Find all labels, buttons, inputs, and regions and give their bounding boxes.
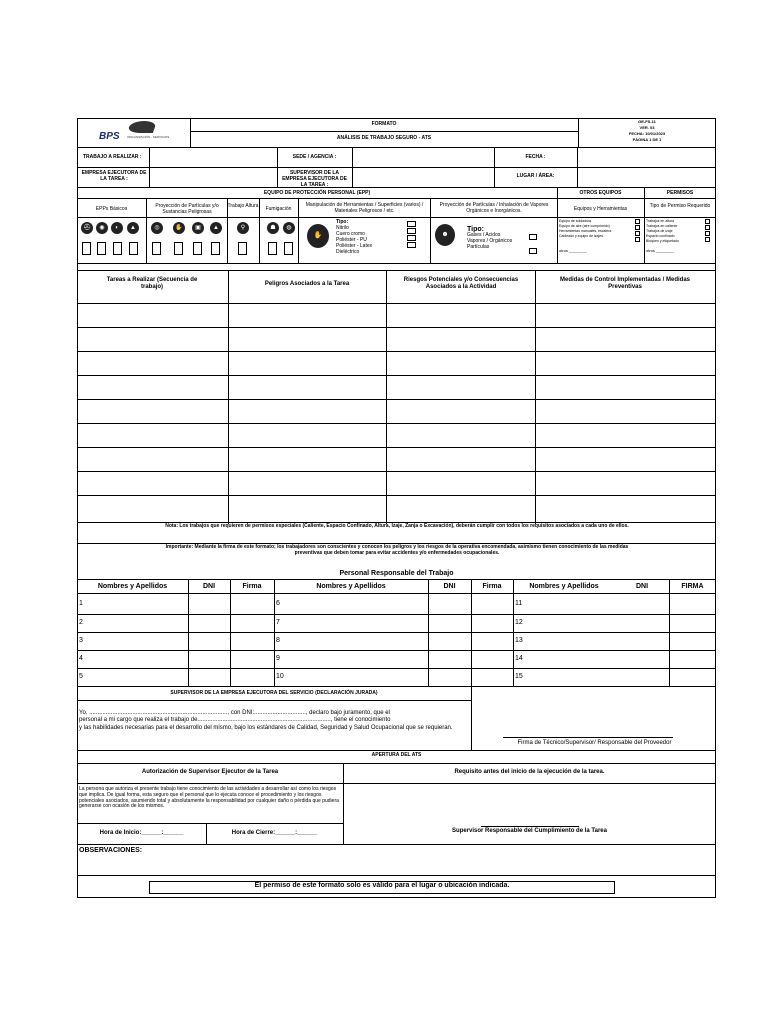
declaracion-title: SUPERVISOR DE LA EMPRESA EJECUTORA DEL SERVICIO (DECLARACIÓN JURADA) bbox=[170, 690, 378, 696]
info-divider bbox=[77, 187, 716, 188]
boots-icon: ▲ bbox=[127, 222, 139, 234]
declaracion-divider bbox=[77, 700, 471, 701]
epp-checkbox[interactable] bbox=[97, 242, 106, 255]
resp-type: Gases / Acidos bbox=[467, 232, 501, 238]
doc-code: GE-FS-11 bbox=[638, 119, 656, 124]
declaracion-divider bbox=[471, 686, 472, 750]
firma-header: Firma bbox=[482, 583, 502, 590]
autorizacion-title: Autorización de Supervisor Ejecutor de la Tarea bbox=[141, 769, 279, 775]
apertura-divider bbox=[77, 823, 343, 824]
row-number: 3 bbox=[79, 637, 83, 644]
epp-checkbox[interactable] bbox=[129, 242, 138, 255]
personal-divider bbox=[471, 579, 472, 686]
doc-date: FECHA: 10/01/2023 bbox=[628, 131, 666, 136]
glove-type: Poliéster - PU bbox=[336, 237, 367, 243]
signature-line bbox=[481, 826, 579, 827]
equip-otros: otros ________ bbox=[559, 248, 587, 253]
supervisor-label: SUPERVISOR DE LA EMPRESA EJECUTORA DE LA TAREA : bbox=[282, 170, 347, 188]
table-row bbox=[77, 471, 716, 472]
company-tagline: ORGANIZACIÓN · SERVICIOS bbox=[127, 135, 170, 139]
declaracion-divider bbox=[77, 750, 716, 751]
resp-type: Partículas bbox=[467, 244, 490, 250]
epp-title: EQUIPO DE PROTECCIÓN PERSONAL (EPP) bbox=[263, 190, 371, 196]
full-mask-icon: ☻ bbox=[435, 224, 455, 246]
sede-field[interactable] bbox=[353, 148, 493, 167]
trabajo-field[interactable] bbox=[150, 148, 276, 167]
row-number: 15 bbox=[515, 673, 523, 680]
form-border bbox=[77, 118, 716, 898]
epp-basicos-label: EPPs Básicos bbox=[95, 206, 128, 212]
personal-row bbox=[77, 686, 716, 687]
row-number: 4 bbox=[79, 655, 83, 662]
declaracion-firma: Firma de Técnico/Supervisor/ Responsable del Proveedor bbox=[517, 740, 672, 746]
tasks-divider bbox=[535, 270, 536, 524]
row-number: 5 bbox=[79, 673, 83, 680]
permit-checkbox[interactable] bbox=[705, 237, 710, 242]
personal-row bbox=[77, 632, 716, 633]
tasks-divider bbox=[228, 270, 229, 524]
glove-type: Dieléctrico bbox=[336, 249, 360, 255]
epp-divider bbox=[557, 187, 558, 263]
tasks-col-header: Medidas de Control Implementadas / Medidas Preventivas bbox=[559, 277, 691, 290]
face-shield-icon: ◎ bbox=[151, 222, 163, 234]
logo-swoosh-icon bbox=[127, 121, 157, 133]
hora-inicio: Hora de Inicio:______:______ bbox=[99, 830, 184, 836]
permit-item: Trabajos de izaje bbox=[646, 229, 673, 233]
observaciones-field[interactable] bbox=[197, 845, 715, 873]
glove-type: Poliéster - Latex bbox=[336, 243, 373, 249]
company-name: BPS bbox=[99, 131, 120, 142]
footer-validity: El permiso de este formato solo es válido para el lugar o ubicación indicada. bbox=[149, 881, 615, 894]
observaciones-divider bbox=[77, 875, 716, 876]
dni-header: DNI bbox=[635, 583, 649, 590]
personal-divider bbox=[77, 593, 716, 594]
epp-checkbox[interactable] bbox=[284, 242, 293, 255]
resp-checkbox[interactable] bbox=[529, 248, 537, 254]
row-number: 2 bbox=[79, 619, 83, 626]
glove-checkbox[interactable] bbox=[407, 221, 416, 227]
row-number: 14 bbox=[515, 655, 523, 662]
permit-checkbox[interactable] bbox=[705, 225, 710, 230]
row-number: 1 bbox=[79, 600, 83, 607]
row-number: 7 bbox=[276, 619, 280, 626]
epp-divider bbox=[77, 263, 716, 264]
ats-form bbox=[77, 118, 716, 898]
nombres-header: Nombres y Apellidos bbox=[529, 583, 599, 590]
epp-herramientas-label: Manipulación de Herramientas / Superficies (varios) / Materiales Peligrosos / etc. bbox=[305, 202, 424, 214]
personal-divider bbox=[77, 579, 716, 580]
importante-text: Importante: Mediante la firma de este formato; los trabajadores son conscientes y conocen los peligros y los riesgos de la operativa encomendada, asimismo tienen conocimiento de las medidas preventivas que deben tomar para evitar accidentes y/o enfermedades ocupacionales. bbox=[165, 544, 629, 556]
sede-label: SEDE / AGENCIA : bbox=[292, 154, 337, 160]
equip-checkbox[interactable] bbox=[635, 219, 640, 224]
epp-inhalacion-label: Proyección de Partículas / Inhalación de Vapores Orgánicos e Inorgánicos. bbox=[439, 202, 549, 214]
dni-header: DNI bbox=[443, 583, 456, 590]
tasks-divider bbox=[77, 303, 716, 304]
otros-equipos-title: OTROS EQUIPOS bbox=[579, 190, 622, 196]
table-row bbox=[77, 399, 716, 400]
epp-divider bbox=[644, 187, 645, 263]
equip-item: Herramientas manuales, escalera bbox=[559, 229, 612, 233]
info-divider bbox=[494, 147, 495, 187]
personal-divider bbox=[669, 579, 670, 686]
equip-item: Equipo de aire (aire comprimido) bbox=[559, 224, 610, 228]
personal-divider bbox=[274, 579, 275, 686]
fecha-field[interactable] bbox=[578, 148, 715, 167]
form-title: FORMATO bbox=[371, 121, 397, 127]
epp-checkbox[interactable] bbox=[82, 242, 91, 255]
tasks-divider bbox=[77, 270, 716, 271]
apertura-divider bbox=[77, 763, 716, 764]
personal-row bbox=[77, 668, 716, 669]
apron-icon: ▣ bbox=[192, 222, 204, 234]
glove-type: Cuero cromo bbox=[336, 231, 365, 237]
doc-page: PÁGINA 1 DE 1 bbox=[632, 137, 662, 142]
row-number: 12 bbox=[515, 619, 523, 626]
table-row bbox=[77, 495, 716, 496]
permit-item: Espacio confinado bbox=[646, 234, 675, 238]
tipo-permiso-label: Tipo de Permiso Requerido bbox=[649, 203, 711, 209]
lugar-label: LUGAR / ÁREA: bbox=[516, 173, 555, 179]
autorizacion-text: La persona que autoriza el presente trabajo tiene conocimiento de las actividades a desarrollar así como los riesgos que implica. De igual forma, esta seguro que el personal que lo ejecuta conoce el procedimiento y los riesgos potenciales asociados, asumiendo total y absolutamente la responsabilidad por cualquier daño o pérdida que pudiera generarse con ocasión de los mismos. bbox=[79, 786, 339, 810]
company-logo bbox=[91, 121, 181, 145]
tasks-col-header: Peligros Asociados a la Tarea bbox=[264, 281, 350, 287]
firma-header: FIRMA bbox=[681, 583, 704, 590]
epp-divider bbox=[77, 198, 716, 199]
permisos-title: PERMISOS bbox=[666, 190, 694, 196]
permit-checkbox[interactable] bbox=[705, 231, 710, 236]
supervisor-cumplimiento: Supervisor Responsable del Cumplimiento de la Tarea bbox=[452, 828, 607, 834]
permit-item: Bloqueo y etiquetado bbox=[646, 239, 679, 243]
personal-divider bbox=[188, 579, 189, 686]
form-subtitle: ANÁLISIS DE TRABAJO SEGURO - ATS bbox=[336, 135, 432, 141]
resp-checkbox[interactable] bbox=[529, 234, 537, 240]
epp-particulas-label: Proyección de Partículas y/o Sustancias Peligrosas bbox=[155, 203, 219, 215]
harness-icon: ⚲ bbox=[237, 222, 249, 234]
glove-checkbox[interactable] bbox=[407, 242, 416, 248]
table-row bbox=[77, 375, 716, 376]
epp-altura-label: Trabajo Altura bbox=[227, 203, 259, 209]
permit-checkbox[interactable] bbox=[705, 219, 710, 224]
tasks-col-header: Tareas a Realizar (Secuencia de trabajo) bbox=[106, 277, 198, 290]
declaracion-line: y las habilidades necesarias para el desarrollo del mismo, bajo los estándares de Calidad, Seguridad y Salud Ocupacional que se requieran. bbox=[79, 725, 453, 731]
nombres-header: Nombres y Apellidos bbox=[316, 583, 386, 590]
resp-type: Vapores / Orgánicos bbox=[467, 238, 513, 244]
firma-header: Firma bbox=[242, 583, 262, 590]
row-number: 11 bbox=[515, 600, 523, 607]
epp-checkbox[interactable] bbox=[268, 242, 277, 255]
epp-checkbox[interactable] bbox=[193, 242, 202, 255]
permit-item: Trabajos en altura bbox=[646, 219, 675, 223]
personal-divider bbox=[428, 579, 429, 686]
table-row bbox=[77, 351, 716, 352]
ear-protection-icon: ◐ bbox=[111, 222, 123, 234]
table-row bbox=[77, 447, 716, 448]
supervisor-field[interactable] bbox=[353, 168, 493, 187]
equip-item: Cableado y equipo de izajes bbox=[559, 234, 603, 238]
equip-checkbox[interactable] bbox=[635, 225, 640, 230]
epp-checkbox[interactable] bbox=[113, 242, 122, 255]
helmet-icon: ⛑ bbox=[81, 222, 93, 234]
goggles-icon: ◉ bbox=[96, 222, 108, 234]
table-row bbox=[77, 423, 716, 424]
row-number: 13 bbox=[515, 637, 523, 644]
tasks-col-header: Riesgos Potenciales y/o Consecuencias Asociados a la Actividad bbox=[403, 277, 519, 290]
glove-tipo-label: Tipo: bbox=[336, 219, 349, 225]
equip-item: Equipo de soldadura bbox=[559, 219, 592, 223]
row-number: 8 bbox=[276, 637, 280, 644]
row-number: 6 bbox=[276, 600, 280, 607]
epp-checkbox[interactable] bbox=[174, 242, 183, 255]
permit-otros: otros ________ bbox=[646, 248, 674, 253]
glove-checkbox[interactable] bbox=[407, 235, 416, 241]
lugar-field[interactable] bbox=[578, 168, 715, 187]
epp-fumigacion-label: Fumigación bbox=[265, 206, 292, 212]
empresa-field[interactable] bbox=[150, 168, 276, 187]
glove-type: Nitrilo bbox=[336, 225, 349, 231]
epp-divider bbox=[77, 217, 716, 218]
apertura-title: APERTURA DEL ATS bbox=[371, 752, 422, 758]
equip-checkbox[interactable] bbox=[635, 231, 640, 236]
gloves-icon: ✋ bbox=[173, 222, 185, 234]
epp-checkbox[interactable] bbox=[152, 242, 161, 255]
boot-icon: ▲ bbox=[210, 222, 222, 234]
signature-line bbox=[503, 737, 673, 738]
epp-checkbox[interactable] bbox=[211, 242, 220, 255]
dni-header: DNI bbox=[202, 583, 216, 590]
nombres-header: Nombres y Apellidos bbox=[97, 583, 168, 590]
work-gloves-icon: ✋ bbox=[307, 224, 329, 248]
personal-divider bbox=[230, 579, 231, 686]
personal-row bbox=[77, 614, 716, 615]
header-divider bbox=[190, 131, 578, 132]
info-divider bbox=[277, 147, 278, 187]
trabajo-label: TRABAJO A REALIZAR : bbox=[83, 154, 142, 160]
declaracion-line: Yo, ..................................................................................., con DNI:..............................., declaro bajo juramento, que el bbox=[79, 710, 390, 716]
tasks-divider bbox=[386, 270, 387, 524]
doc-version: VER. 03 bbox=[639, 125, 655, 130]
glove-checkbox[interactable] bbox=[407, 228, 416, 234]
respirator-icon: ◍ bbox=[283, 222, 295, 234]
suit-icon: ☗ bbox=[267, 222, 279, 234]
permit-item: Trabajos en caliente bbox=[646, 224, 678, 228]
table-row bbox=[77, 327, 716, 328]
resp-tipo-label: Tipo: bbox=[467, 226, 484, 233]
row-number: 10 bbox=[276, 673, 284, 680]
row-number: 9 bbox=[276, 655, 280, 662]
empresa-label: EMPRESA EJECUTORA DE LA TAREA : bbox=[81, 170, 147, 182]
epp-checkbox[interactable] bbox=[238, 242, 247, 255]
declaracion-line: personal a mi cargo que realiza el trabajo de................................................................................, tiene el conocimiento bbox=[79, 717, 391, 723]
fecha-label: FECHA : bbox=[525, 154, 546, 160]
personal-divider bbox=[513, 579, 514, 686]
requisito-title: Requisito antes del inicio de la ejecución de la tarea. bbox=[454, 769, 605, 775]
hora-cierre: Hora de Cierre:______:______ bbox=[231, 830, 318, 836]
nota-text: Nota: Los trabajos que requieren de permisos especiales (Caliente, Espacio Confinado, Altura, Izaje, Zanja o Excavación), deberán cumplir con todos los requisitos asociados a cada uno de ellos. bbox=[165, 523, 629, 529]
personal-row bbox=[77, 650, 716, 651]
equip-checkbox[interactable] bbox=[635, 237, 640, 242]
apertura-divider bbox=[77, 783, 716, 784]
observaciones-label: OBSERVACIONES: bbox=[79, 847, 143, 854]
personal-title: Personal Responsable del Trabajo bbox=[339, 570, 454, 577]
equipos-herramientas-label: Equipos y Herramientas bbox=[573, 206, 628, 212]
